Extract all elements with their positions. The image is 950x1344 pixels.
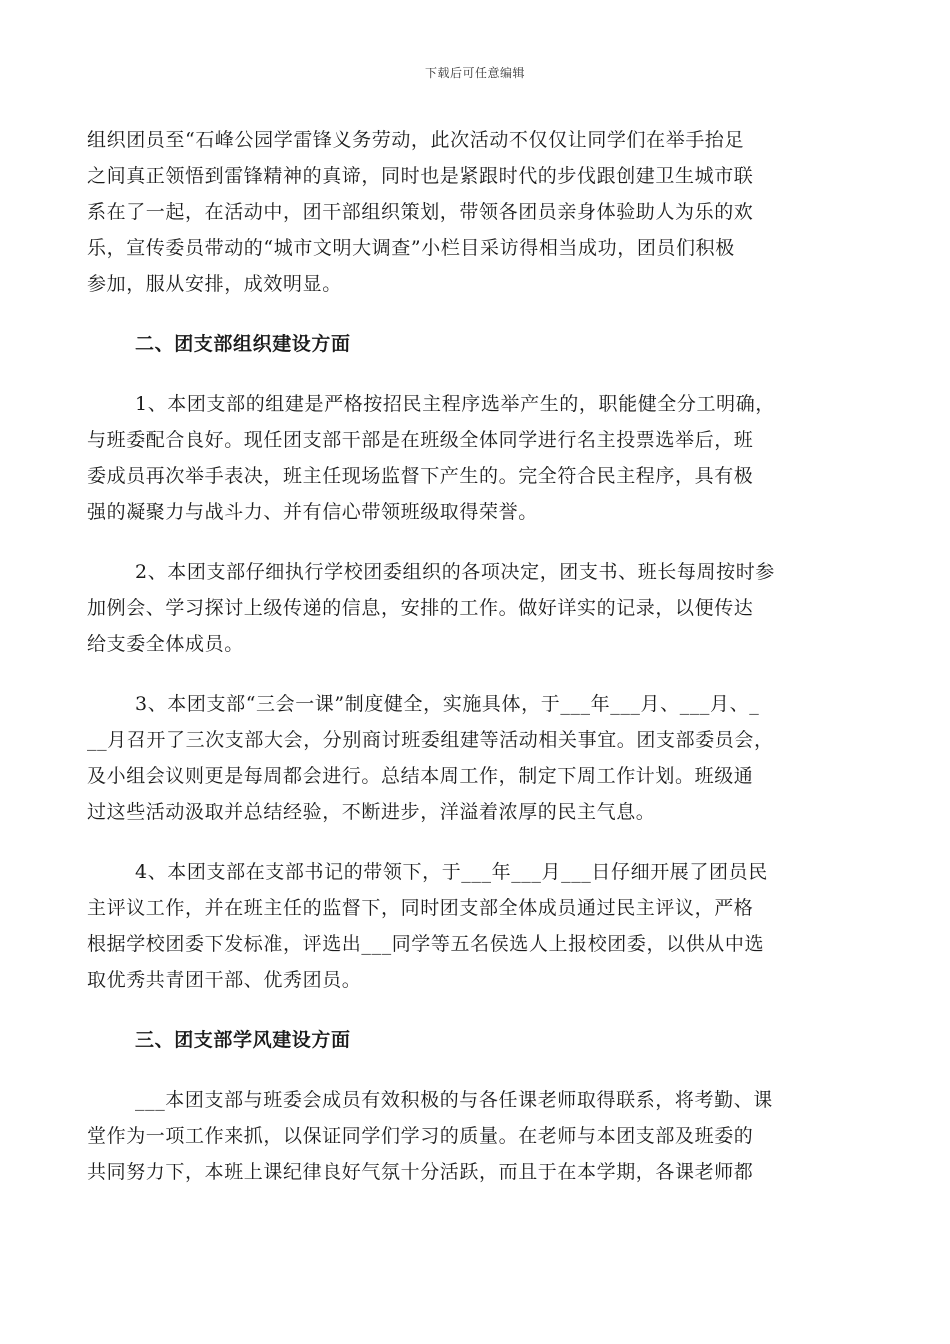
text-line: 3、本团支部“三会一课”制度健全，实施具体，于___年___月、___月、_ [135, 693, 760, 715]
paragraph-study [87, 1082, 857, 1190]
section-heading-organization: 二、团支部组织建设方面 [135, 333, 351, 355]
text-line: 与班委配合良好。现任团支部干部是在班级全体同学进行名主投票选举后，班 [87, 429, 754, 451]
section-heading-study: 三、团支部学风建设方面 [135, 1029, 351, 1051]
paragraph-item-1 [87, 386, 857, 530]
text-line: 取优秀共青团干部、优秀团员。 [87, 969, 362, 991]
text-line: 过这些活动汲取并总结经验，不断进步，洋溢着浓厚的民主气息。 [87, 801, 656, 823]
text-line: 之间真正领悟到雷锋精神的真谛，同时也是紧跟时代的步伐跟创建卫生城市联 [87, 165, 754, 187]
paragraph-activity [87, 122, 857, 302]
page-header: 下载后可任意编辑 [424, 66, 525, 80]
text-line: 参加，服从安排，成效明显。 [87, 273, 342, 295]
text-line: 给支委全体成员。 [87, 633, 244, 655]
text-line: 强的凝聚力与战斗力、并有信心带领班级取得荣誉。 [87, 501, 538, 523]
text-line: 及小组会议则更是每周都会进行。总结本周工作，制定下周工作计划。班级通 [87, 765, 754, 787]
text-line: 系在了一起，在活动中，团干部组织策划，带领各团员亲身体验助人为乐的欢 [87, 201, 754, 223]
document-body [87, 122, 857, 1190]
text-line: 共同努力下，本班上课纪律良好气氛十分活跃，而且于在本学期，各课老师都 [87, 1161, 754, 1183]
text-line: __月召开了三次支部大会，分别商讨班委组建等活动相关事宜。团支部委员会， [87, 729, 774, 751]
text-line: 堂作为一项工作来抓，以保证同学们学习的质量。在老师与本团支部及班委的 [87, 1125, 754, 1147]
paragraph-item-4 [87, 854, 857, 998]
text-line: 组织团员至“石峰公园学雷锋义务劳动，此次活动不仅仅让同学们在举手抬足 [87, 129, 745, 151]
text-line: 1、本团支部的组建是严格按招民主程序选举产生的，职能健全分工明确， [135, 393, 775, 415]
text-line: 加例会、学习探讨上级传递的信息，安排的工作。做好详实的记录，以便传达 [87, 597, 754, 619]
text-line: 主评议工作，并在班主任的监督下，同时团支部全体成员通过民主评议，严格 [87, 897, 754, 919]
text-line: ___本团支部与班委会成员有效积极的与各任课老师取得联系，将考勤、课 [135, 1089, 773, 1111]
text-line: 4、本团支部在支部书记的带领下，于___年___月___日仔细开展了团员民 [135, 861, 768, 883]
text-line: 2、本团支部仔细执行学校团委组织的各项决定，团支书、班长每周按时参 [135, 561, 775, 583]
text-line: 根据学校团委下发标准，评选出___同学等五名侯选人上报校团委，以供从中选 [87, 933, 765, 955]
paragraph-item-2 [87, 554, 857, 662]
text-line: 乐，宣传委员带动的“城市文明大调查”小栏目采访得相当成功，团员们积极 [87, 237, 735, 259]
paragraph-item-3 [87, 686, 857, 830]
text-line: 委成员再次举手表决，班主任现场监督下产生的。完全符合民主程序，具有极 [87, 465, 754, 487]
